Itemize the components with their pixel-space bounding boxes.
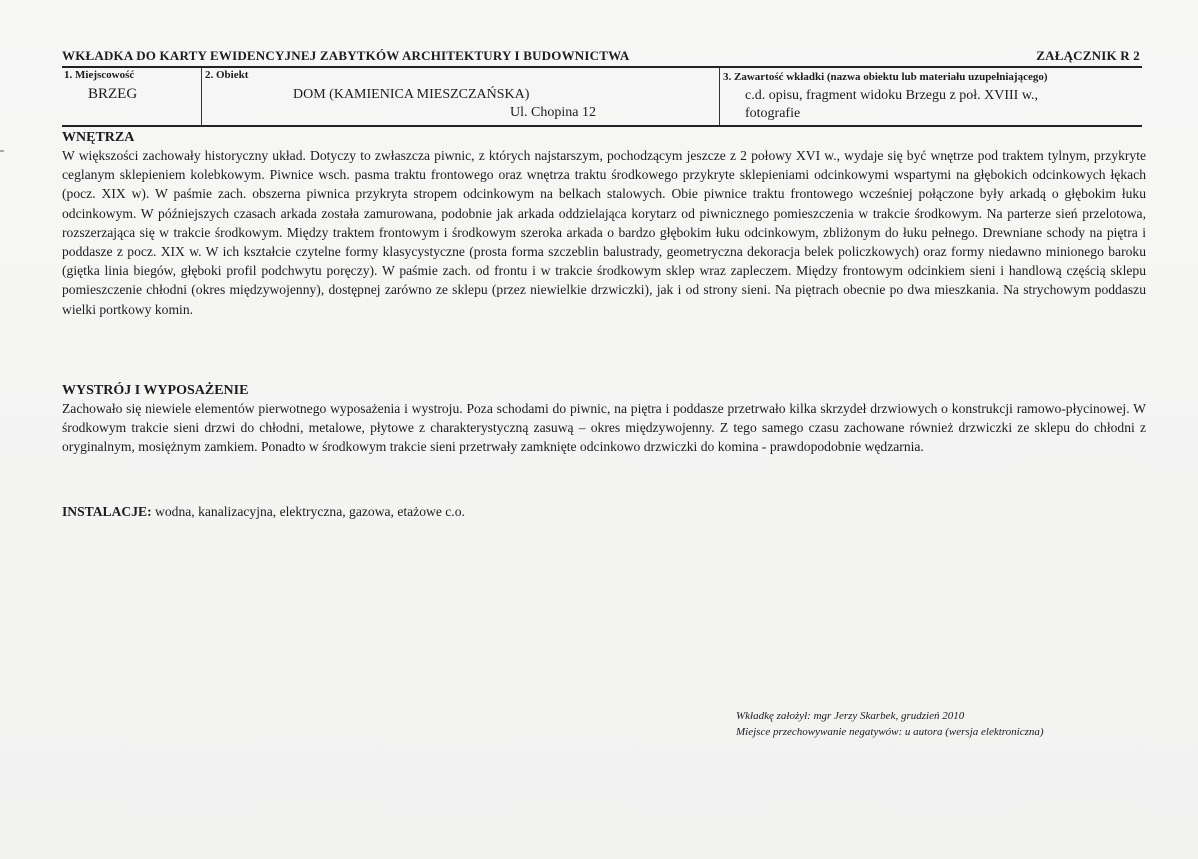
locality-label: 1. Miejscowość xyxy=(64,69,135,81)
content-line-2: fotografie xyxy=(745,106,801,121)
section-installations xyxy=(62,502,1146,521)
furnishing-heading: WYSTRÓJ I WYPOSAŻENIE xyxy=(62,383,249,398)
header-rule-bottom xyxy=(62,125,1142,127)
installations-line xyxy=(62,502,1146,521)
header-rule-top xyxy=(62,66,1142,68)
installations-label: INSTALACJE: xyxy=(62,504,152,519)
section-interiors xyxy=(62,129,1146,319)
field-divider-1 xyxy=(201,68,202,125)
interiors-heading: WNĘTRZA xyxy=(62,130,135,145)
document-title: WKŁADKA DO KARTY EWIDENCYJNEJ ZABYTKÓW ARCHITEKTURY I BUDOWNICTWA xyxy=(62,48,630,63)
field-divider-2 xyxy=(719,68,720,125)
installations-text: wodna, kanalizacyjna, elektryczna, gazowa, etażowe c.o. xyxy=(151,504,465,519)
footer-author: Wkładkę założył: mgr Jerzy Skarbek, grudzień 2010 xyxy=(736,710,965,722)
section-furnishing xyxy=(62,382,1146,457)
object-address: Ul. Chopina 12 xyxy=(510,105,596,120)
object-value: DOM (KAMIENICA MIESZCZAŃSKA) xyxy=(293,87,530,102)
footer-notes xyxy=(736,708,1044,740)
content-line-1: c.d. opisu, fragment widoku Brzegu z poł. XVIII w., xyxy=(745,88,1039,103)
interiors-text: W większości zachowały historyczny układ. Dotyczy to zwłaszcza piwnic, z których najstarszym, pochodzącym jeszcze z 2 połowy XVI w., wydaje się być wnętrze pod traktem tylnym, przykryte ceglanym sklepieniem kolebkowym. Piwnice wsch. pasma traktu frontowego oraz wnętrza traktu środkowego przykryte sklepieniami odcinkowymi wspartymi na głębokich odcinkowych łękach (pocz. XIX w). W paśmie zach. obszerna piwnica przykryta stropem odcinkowym na belkach stalowych. Obie piwnice traktu frontowego wcześniej połączone były arkadą o głębokim łuku odcinkowym. W późniejszych czasach arkada została zamurowana, podobnie jak arkada oddzielająca korytarz od piwnicznego pomieszczenia w trakcie środkowym. Na parterze sień przelotowa, rozszerzająca się w trakcie środkowym. Między traktem frontowym i środkowym szeroka arkada o bardzo głębokim łuku odcinkowym, zbliżonym do łuku pełnego. Drewniane schody na piętra i poddasze z pocz. XIX w. W ich kształcie czytelne formy klasycystyczne (prosta forma szczeblin balustrady, geometryczna dekoracja belek policzkowych) oraz formy niedawno minionego baroku (giętka linia biegów, głęboki profil podchwytu poręczy). W paśmie zach. od frontu i w trakcie środkowym sklep wraz zapleczem. Między frontowym odcinkiem sieni i handlową częścią sklepu pomieszczenie chłodni (okres międzywojenny), dostępnej zarówno ze sklepu (przez niewielkie drzwiczki), jak i od strony sieni. Na piętrach obecnie po dwa mieszkania. Na strychowym poddaszu wielki portkowy komin. xyxy=(62,148,1146,317)
content-label: 3. Zawartość wkładki (nazwa obiektu lub materiału uzupełniającego) xyxy=(723,71,1048,83)
annex-number: ZAŁĄCZNIK R 2 xyxy=(1036,48,1140,63)
edge-mark xyxy=(0,150,4,152)
footer-storage: Miejsce przechowywanie negatywów: u autora (wersja elektroniczna) xyxy=(736,726,1044,738)
furnishing-text: Zachowało się niewiele elementów pierwotnego wyposażenia i wystroju. Poza schodami do piwnic, na piętra i poddasze przetrwało kilka skrzydeł drzwiowych o konstrukcji ramowo-płycinowej. W środkowym trakcie sieni drzwi do chłodni, metalowe, płytowe z charakterystyczną zasuwą – okres międzywojenny. Z tego samego czasu zachowane również drzwiczki ze sklepu do chłodni z oryginalnym, mosiężnym zamkiem. Ponadto w środkowym trakcie sieni przetrwały zamknięte odcinkowo drzwiczki do komina - prawdopodobnie wędzarnia. xyxy=(62,401,1146,455)
locality-value: BRZEG xyxy=(88,86,138,102)
object-label: 2. Obiekt xyxy=(205,69,249,81)
